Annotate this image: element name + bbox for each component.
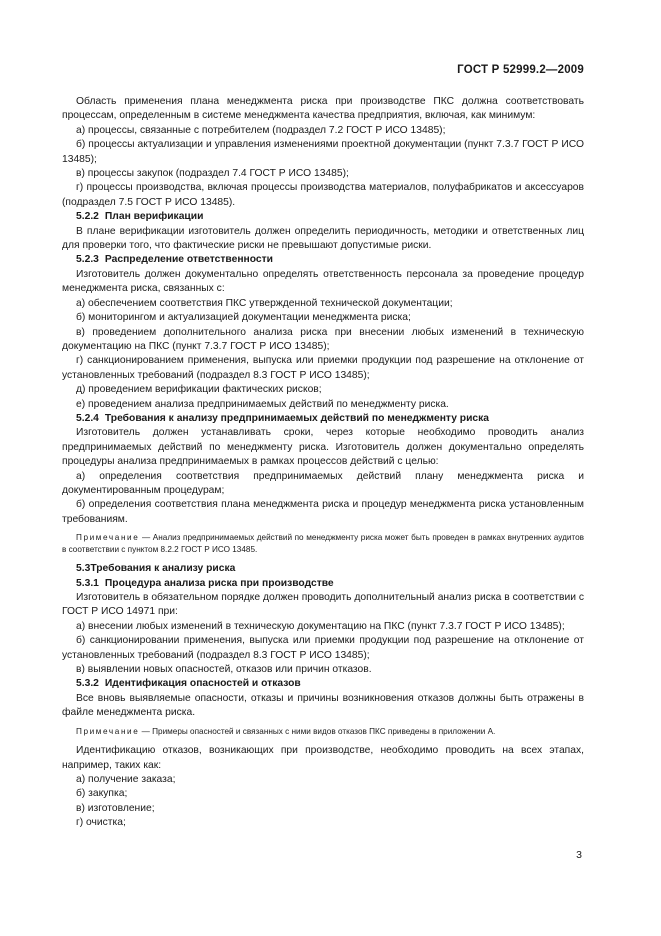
section-heading-5-2-4 bbox=[62, 412, 584, 426]
list-item: б) мониторингом и актуализацией документации менеджмента риска; bbox=[76, 312, 411, 324]
note-label: Примечание bbox=[76, 726, 140, 736]
section-number: 5.2.2 bbox=[76, 211, 99, 223]
list-item: в) проведением дополнительного анализа риска при внесении любых изменений в техническую документацию на ПКС (пункт 7.3.7 ГОСТ Р ИСО 13485); bbox=[62, 326, 584, 352]
list-item: б) определения соответствия плана менеджмента риска и процедур менеджмента риска установленным требованиям. bbox=[62, 499, 584, 525]
section-title: Процедура анализа риска при производстве bbox=[104, 577, 334, 589]
paragraph-risk-analysis: Изготовитель в обязательном порядке должен проводить дополнительный анализ риска в соответствии с ГОСТ Р ИСО 14971 при: bbox=[62, 592, 584, 618]
list-item: г) процессы производства, включая процессы производства материалов, полуфабрикатов и аксессуаров (подраздел 7.5 ГОСТ Р ИСО 13485). bbox=[62, 182, 584, 208]
section-title: Требования к анализу предпринимаемых действий по менеджменту риска bbox=[104, 412, 490, 424]
paragraph-verification: В плане верификации изготовитель должен определить периодичность, методики и ответственных лиц для проверки того, что фактические риски не превышают допустимые риски. bbox=[62, 225, 584, 252]
list-item: б) закупка; bbox=[76, 788, 128, 800]
note-text: — Примеры опасностей и связанных с ними видов отказов ПКС приведены в приложении А. bbox=[139, 726, 496, 736]
section-title: Распределение ответственности bbox=[104, 254, 274, 266]
section-heading-5-3 bbox=[62, 562, 584, 576]
list-item: в) изготовление; bbox=[76, 802, 155, 814]
list-item: д) проведением верификации фактических рисков; bbox=[76, 384, 322, 396]
section-number: 5.3 bbox=[76, 563, 91, 575]
paragraph-scope: Область применения плана менеджмента риска при производстве ПКС должна соответствовать процессам, определенным в системе менеджмента качества предприятия, включая, как минимум: bbox=[62, 96, 584, 122]
section-title: Требования к анализу риска bbox=[90, 563, 236, 575]
section-heading-5-3-1 bbox=[62, 577, 584, 591]
paragraph-hazards: Все вновь выявляемые опасности, отказы и причины возникновения отказов должны быть отражены в файле менеджмента риска. bbox=[62, 692, 584, 719]
list-item: а) внесении любых изменений в техническую документацию на ПКС (пункт 7.3.7 ГОСТ Р ИСО 13485); bbox=[76, 620, 565, 632]
section-number: 5.3.2 bbox=[76, 678, 99, 690]
section-heading-5-2-3 bbox=[62, 253, 584, 267]
note-label: Примечание bbox=[76, 533, 140, 543]
section-number: 5.3.1 bbox=[76, 577, 99, 589]
note bbox=[62, 726, 584, 738]
list-item: а) получение заказа; bbox=[76, 773, 176, 785]
list-item: а) определения соответствия предпринимаемых действий плану менеджмента риска и документированным процедурам; bbox=[62, 470, 584, 496]
note-text: — Анализ предпринимаемых действий по менеджменту риска может быть проведен в рамках внутренних аудитов в соответствии с пунктом 8.2.2 ГОСТ Р ИСО 13485. bbox=[62, 533, 584, 554]
list-item: в) процессы закупок (подраздел 7.4 ГОСТ Р ИСО 13485); bbox=[76, 168, 349, 180]
note bbox=[62, 532, 584, 555]
page-number: 3 bbox=[576, 849, 582, 861]
paragraph-responsibility: Изготовитель должен документально определять ответственность персонала за проведение процедур менеджмента риска, связанных с: bbox=[62, 268, 584, 295]
paragraph-action-analysis: Изготовитель должен устанавливать сроки, через которые необходимо проводить анализ предпринимаемых действий по менеджменту риска. Изготовитель должен документально определять процедуры анализа предпринимаемых в рамках процессов действий с целью: bbox=[62, 427, 584, 468]
list-item: а) процессы, связанные с потребителем (подраздел 7.2 ГОСТ Р ИСО 13485); bbox=[76, 124, 446, 136]
list-item: а) обеспечением соответствия ПКС утвержденной технической документации; bbox=[76, 297, 453, 309]
list-item: б) санкционировании применения, выпуска или приемки продукции под разрешение на отклонение от установленных требований (подраздел 8.3 ГОСТ Р ИСО 13485); bbox=[62, 635, 584, 661]
list-item: б) процессы актуализации и управления изменениями проектной документации (пункт 7.3.7 ГОСТ Р ИСО 13485); bbox=[62, 139, 584, 165]
list-item: е) проведением анализа предпринимаемых действий по менеджменту риска. bbox=[76, 398, 449, 410]
section-heading-5-2-2 bbox=[62, 210, 584, 224]
section-title: Идентификация опасностей и отказов bbox=[104, 678, 301, 690]
list-item: в) выявлении новых опасностей, отказов или причин отказов. bbox=[76, 664, 372, 676]
list-item: г) санкционированием применения, выпуска или приемки продукции под разрешение на отклонение от установленных требований (подраздел 8.3 ГОСТ Р ИСО 13485); bbox=[62, 355, 584, 381]
standard-header: ГОСТ Р 52999.2—2009 bbox=[457, 64, 584, 76]
section-heading-5-3-2 bbox=[62, 677, 584, 691]
list-item: г) очистка; bbox=[76, 817, 126, 829]
section-number: 5.2.4 bbox=[76, 412, 99, 424]
section-number: 5.2.3 bbox=[76, 254, 99, 266]
paragraph-failure-identification: Идентификацию отказов, возникающих при производстве, необходимо проводить на всех этапах, например, таких как: bbox=[62, 745, 584, 771]
section-title: План верификации bbox=[104, 211, 204, 223]
document-body bbox=[62, 95, 584, 831]
